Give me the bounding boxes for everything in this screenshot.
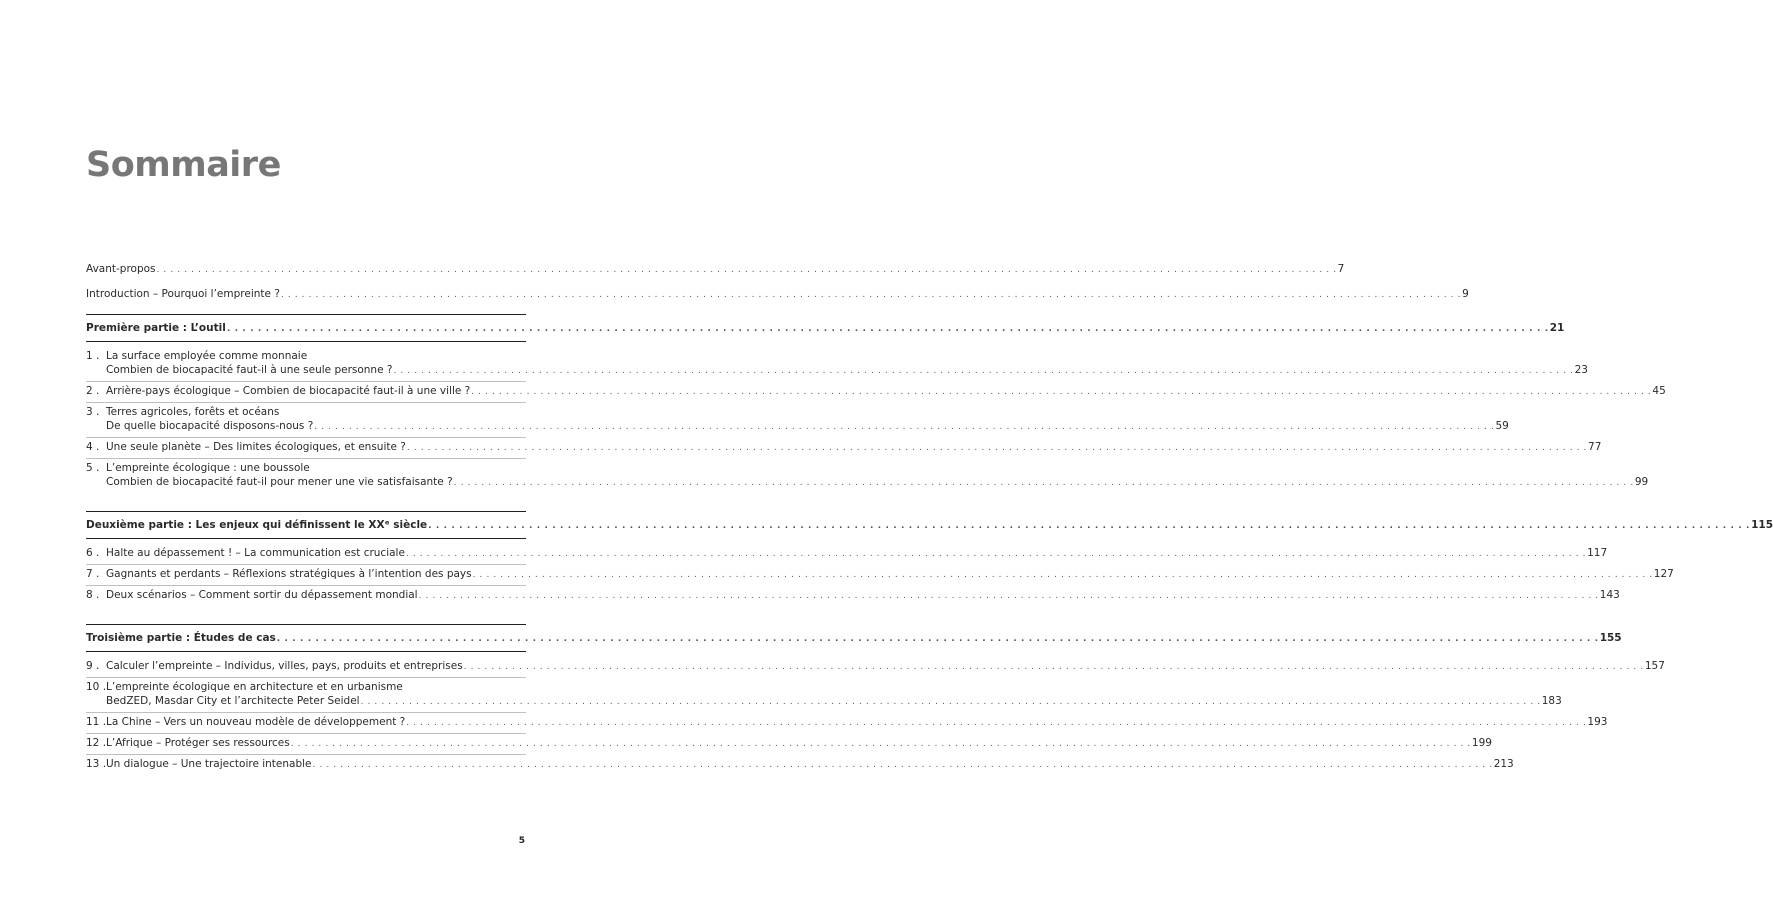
chapter-title-line: L’empreinte écologique : une boussole: [106, 462, 310, 474]
dot-leader: [419, 589, 1599, 603]
dot-leader: [471, 385, 1651, 399]
chapter-number: 6 .: [86, 547, 100, 559]
toc-page-number: 59: [1495, 420, 1509, 432]
dot-leader: [473, 568, 1653, 582]
chapter-title-line: L’empreinte écologique en architecture et en urbanisme: [106, 681, 403, 693]
chapter-number: 2 .: [86, 385, 100, 397]
dot-leader: [407, 441, 1587, 455]
toc-page-number: 155: [1599, 632, 1622, 644]
toc-part-section: [86, 511, 1773, 606]
chapter-title-line: BedZED, Masdar City et l’architecte Peter Seidel: [106, 695, 360, 707]
chapter-title-line: Calculer l’empreinte – Individus, villes, pays, produits et entreprises: [106, 660, 463, 672]
toc-page-number: 115: [1751, 519, 1773, 531]
toc-part-heading[interactable]: [86, 511, 1773, 539]
dot-leader: [291, 737, 1471, 751]
table-of-contents: [86, 262, 1773, 775]
toc-chapter-list: [86, 342, 1666, 493]
chapter-title-line: Deux scénarios – Comment sortir du dépassement mondial: [106, 589, 418, 601]
dot-leader: [313, 758, 1493, 772]
dot-leader: [157, 263, 1337, 277]
chapter-number: 4 .: [86, 441, 100, 453]
toc-page-number: 77: [1588, 441, 1602, 453]
chapter-number: 13 .: [86, 758, 107, 770]
toc-page-number: 143: [1599, 589, 1620, 601]
toc-chapter-list: [86, 539, 1674, 606]
toc-entry-label: Avant-propos: [86, 263, 156, 275]
toc-page-number: 7: [1337, 263, 1345, 275]
toc-page-number: 199: [1471, 737, 1492, 749]
chapter-title-line: La surface employée comme monnaie: [106, 350, 308, 362]
chapter-number: 5 .: [86, 462, 100, 474]
chapter-title-line: De quelle biocapacité disposons-nous ?: [106, 420, 314, 432]
chapter-title-line: Terres agricoles, forêts et océans: [106, 406, 280, 418]
chapter-title-line: Gagnants et perdants – Réflexions stratégiques à l’intention des pays: [106, 568, 472, 580]
toc-chapter-list: [86, 652, 1665, 775]
toc-page-number: 213: [1493, 758, 1514, 770]
toc-part-section: [86, 624, 1665, 775]
toc-chapter-entry[interactable]: [86, 734, 1492, 755]
dot-leader: [361, 695, 1541, 709]
toc-part-heading[interactable]: [86, 624, 1622, 652]
chapter-title-line: Arrière-pays écologique – Combien de biocapacité faut-il à une ville ?: [106, 385, 471, 397]
toc-chapter-entry[interactable]: [86, 438, 1602, 459]
chapter-title-line: Une seule planète – Des limites écologiques, et ensuite ?: [106, 441, 406, 453]
toc-page-number: 99: [1634, 476, 1649, 488]
chapter-title-line: Combien de biocapacité faut-il à une seule personne ?: [106, 364, 393, 376]
chapter-title-line: La Chine – Vers un nouveau modèle de développement ?: [106, 716, 406, 728]
page-title: Sommaire: [86, 145, 281, 185]
toc-chapter-entry[interactable]: [86, 678, 1562, 713]
toc-chapter-entry[interactable]: [86, 565, 1674, 586]
toc-chapter-entry[interactable]: [86, 755, 1514, 775]
dot-leader: [406, 716, 1586, 730]
toc-entry-introduction[interactable]: [86, 287, 1469, 302]
toc-part-title: Deuxième partie : Les enjeux qui définissent le XXᵉ siècle: [86, 519, 428, 531]
toc-page-number: 117: [1587, 547, 1608, 559]
dot-leader: [464, 660, 1644, 674]
dot-leader: [393, 364, 1573, 378]
dot-leader: [454, 476, 1634, 490]
chapter-number: 9 .: [86, 660, 100, 672]
toc-chapter-entry[interactable]: [86, 347, 1588, 382]
toc-page-number: 45: [1652, 385, 1666, 397]
toc-entry-avant-propos[interactable]: [86, 262, 1345, 277]
toc-chapter-entry[interactable]: [86, 382, 1666, 403]
toc-chapter-entry[interactable]: [86, 657, 1665, 678]
dot-leader: [281, 288, 1461, 302]
chapter-title-line: Combien de biocapacité faut-il pour mener une vie satisfaisante ?: [106, 476, 453, 488]
chapter-number: 1 .: [86, 350, 100, 362]
toc-part-section: [86, 314, 1666, 493]
chapter-number: 12 .: [86, 737, 107, 749]
chapter-number: 3 .: [86, 406, 100, 418]
chapter-number: 7 .: [86, 568, 100, 580]
toc-chapter-entry[interactable]: [86, 403, 1509, 438]
chapter-number: 10 .: [86, 681, 107, 693]
dot-leader: [277, 632, 1599, 646]
toc-page-number: 21: [1549, 322, 1565, 334]
toc-chapter-entry[interactable]: [86, 586, 1620, 606]
dot-leader: [406, 547, 1586, 561]
toc-chapter-entry[interactable]: [86, 544, 1608, 565]
chapter-number: 11 .: [86, 716, 107, 728]
chapter-number: 8 .: [86, 589, 100, 601]
chapter-title-line: Un dialogue – Une trajectoire intenable: [106, 758, 312, 770]
toc-page-number: 127: [1653, 568, 1674, 580]
toc-chapter-entry[interactable]: [86, 459, 1649, 493]
toc-part-title: Troisième partie : Études de cas: [86, 632, 276, 644]
toc-entry-label: Introduction – Pourquoi l’empreinte ?: [86, 288, 280, 300]
toc-page-number: 183: [1541, 695, 1562, 707]
toc-page-number: 9: [1462, 288, 1469, 300]
dot-leader: [314, 420, 1494, 434]
dot-leader: [428, 519, 1750, 533]
toc-part-heading[interactable]: [86, 314, 1565, 342]
toc-page-number: 157: [1644, 660, 1665, 672]
toc-chapter-entry[interactable]: [86, 713, 1608, 734]
toc-page-number: 193: [1587, 716, 1608, 728]
chapter-title-line: Halte au dépassement ! – La communication est cruciale: [106, 547, 405, 559]
toc-page-number: 23: [1574, 364, 1588, 376]
page-number: 5: [518, 836, 525, 846]
toc-part-title: Première partie : L’outil: [86, 322, 226, 334]
chapter-title-line: L’Afrique – Protéger ses ressources: [106, 737, 290, 749]
dot-leader: [227, 322, 1549, 336]
